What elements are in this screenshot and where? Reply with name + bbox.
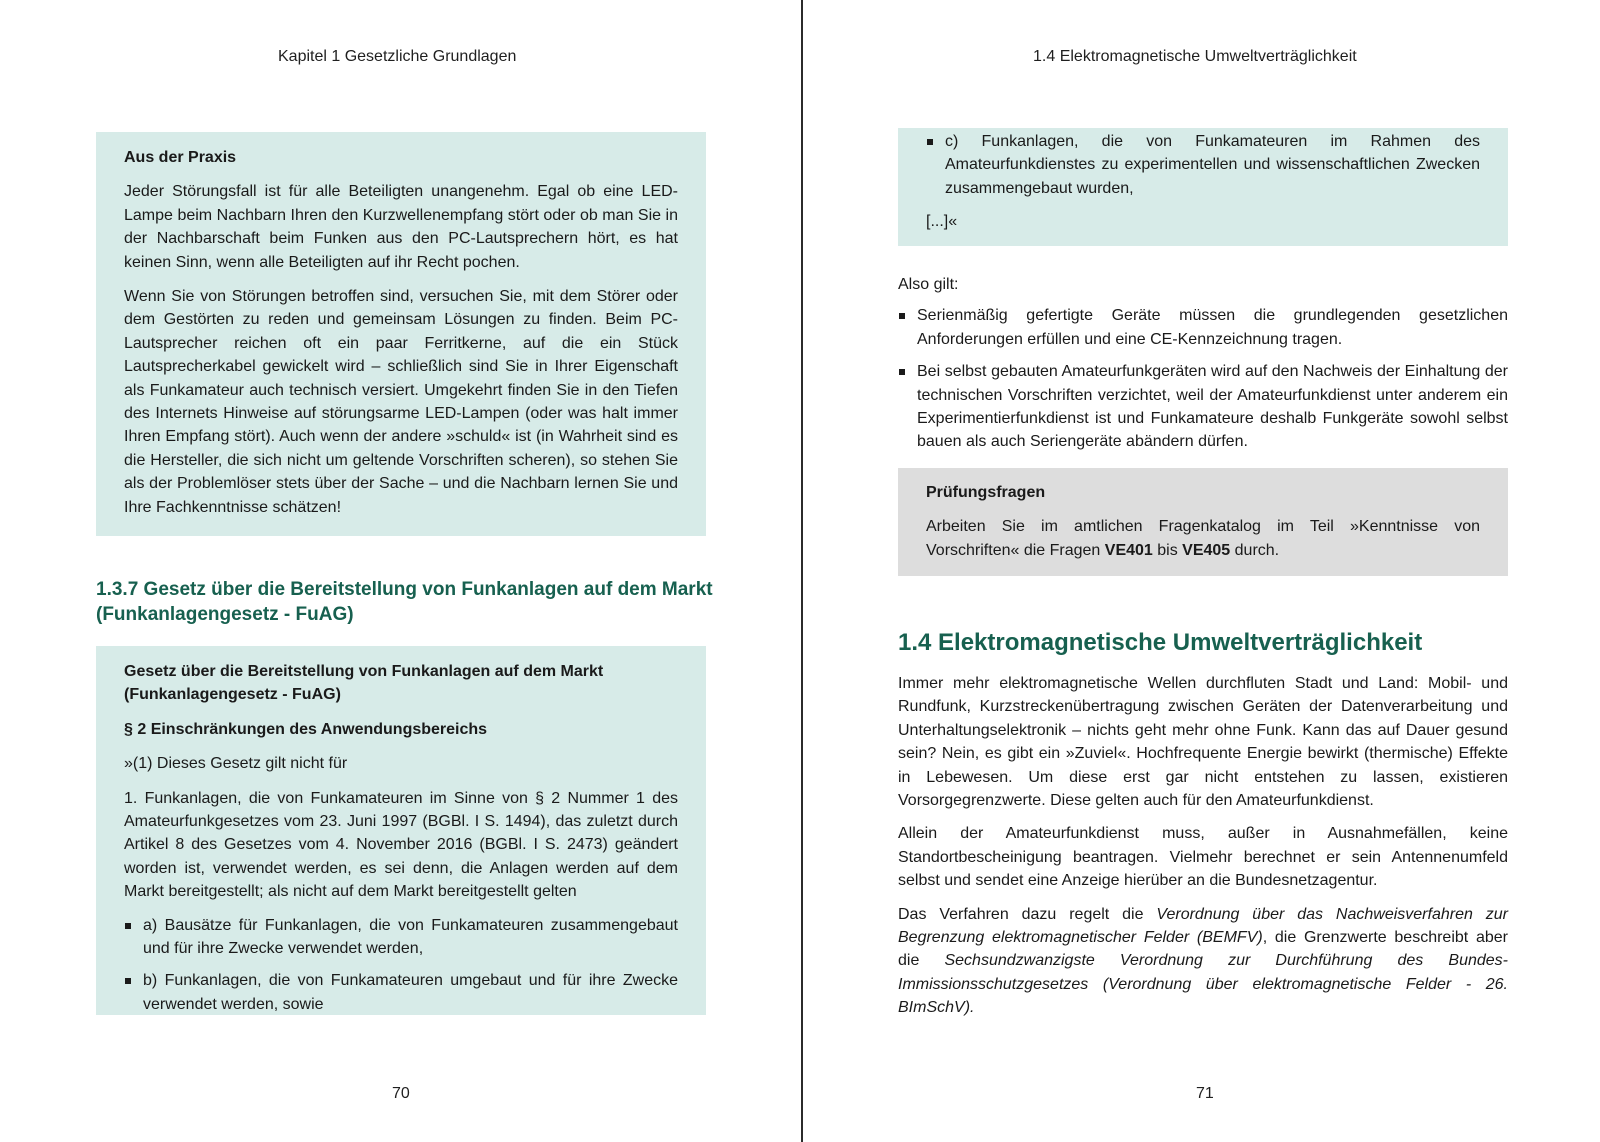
- law-box: [96, 646, 706, 1015]
- list-item: Serienmäßig gefertigte Geräte müssen die grundlegenden gesetzlichen Anforderungen erfüllen und eine CE-Kennzeichnung tragen.: [898, 304, 1508, 351]
- list-item: b) Funkanlagen, die von Funkamateuren umgebaut und für ihre Zwecke verwendet werden, sowie: [124, 969, 678, 1016]
- section-body: [898, 672, 1508, 1020]
- section-heading-1-4: 1.4 Elektromagnetische Umweltverträglichkeit: [898, 629, 1423, 656]
- paragraph-text: Das Verfahren dazu regelt die: [898, 905, 1157, 923]
- law-bullet-list: [124, 914, 678, 1017]
- law-intro: »(1) Dieses Gesetz gilt nicht für: [124, 755, 348, 773]
- law-paragraph-title: § 2 Einschränkungen des Anwendungsbereichs: [124, 720, 488, 738]
- list-item: c) Funkanlagen, die von Funkamateuren im Rahmen des Amateurfunkdienstes zu experimentellen und wissenschaftlichen Zwecken zusammengebaut wurden,: [926, 130, 1480, 200]
- conclusion-block: [898, 273, 1508, 454]
- praxis-box: [96, 132, 706, 536]
- law-bullet-list-continued: [926, 130, 1480, 200]
- exam-questions-box: [898, 468, 1508, 576]
- conclusion-list: [898, 304, 1508, 453]
- list-item: a) Bausätze für Funkanlagen, die von Funkamateuren zusammengebaut und für ihre Zwecke verwendet werden,: [124, 914, 678, 961]
- body-paragraph-3: [898, 903, 1508, 1020]
- question-code-from: VE401: [1104, 541, 1153, 559]
- law-box-continued: [898, 128, 1508, 246]
- exam-text-middle: bis: [1152, 541, 1183, 559]
- exam-box-text: [926, 515, 1480, 562]
- law-item-1: 1. Funkanlagen, die von Funkamateuren im Sinne von § 2 Nummer 1 des Amateurfunkgesetzes vom 23. Juni 1997 (BGBl. I S. 1494), das zuletzt durch Artikel 8 des Gesetzes vom 4. November 2016 (BGBl. I S. 2473) geändert worden ist, verwendet werden, es sei denn, die Anlagen werden auf dem Markt bereitgestellt; als nicht auf dem Markt bereitgestellt gelten: [124, 789, 678, 901]
- law-ellipsis: [...]«: [926, 213, 958, 231]
- paragraph-text: , die Grenzwerte beschreibt aber die: [898, 929, 1508, 970]
- exam-text-before: Arbeiten Sie im amtlichen Fragenkatalog im Teil »Kenntnisse von Vorschriften« die Fragen: [926, 518, 1480, 559]
- running-head: 1.4 Elektromagnetische Umweltverträglichkeit: [1033, 48, 1357, 65]
- regulation-title-bemfv: Verordnung über das Nachweisverfahren zur Begrenzung elektromagnetischer Felder (BEMFV): [898, 905, 1508, 947]
- also-gilt-label: Also gilt:: [898, 276, 959, 293]
- praxis-box-title: Aus der Praxis: [124, 149, 237, 166]
- book-spine-divider: [801, 0, 803, 1142]
- running-head: Kapitel 1 Gesetzliche Grundlagen: [278, 48, 517, 65]
- page-number: 70: [392, 1085, 410, 1102]
- body-paragraph-1: Immer mehr elektromagnetische Wellen durchfluten Stadt und Land: Mobil- und Rundfunk, Kurzstreckenübertragung zwischen Geräten der Datenverarbeitung und Unterhaltungselektronik – nichts geht mehr ohne Funk. Kann das auf Dauer gesund sein? Nein, es gibt ein »Zuviel«. Hochfrequente Energie bewirkt (thermische) Effekte in Lebewesen. Um diese erst gar nicht entstehen zu lassen, existieren Vorsorgegrenzwerte. Diese gelten auch für den Amateurfunkdienst.: [898, 675, 1508, 810]
- regulation-title-bimschv: Sechsundzwanzigste Verordnung zur Durchführung des Bundes-Immissionsschutzgesetzes (Verordnung über elektromagnetische Felder - 26. BImSchV).: [898, 952, 1509, 1017]
- praxis-paragraph-2: Wenn Sie von Störungen betroffen sind, versuchen Sie, mit dem Störer oder dem Gestörten zu reden und gemeinsam Lösungen zu finden. Beim PC-Lautsprecher reichen oft ein paar Ferritkerne, auf die ein Stück Lautsprecherkabel gewickelt wird – schließlich sind Sie in Ihrer Eigenschaft als Funkamateur auch technisch versiert. Umgekehrt finden Sie in den Tiefen des Internets Hinweise auf störungsarme LED-Lampen (oder was halt immer Ihren Empfang stört). Auch wenn der andere »schuld« ist (in Wahrheit sind es die Hersteller, die sich nicht um geltende Vorschriften scheren), so stehen Sie als der Problemlöser stets über der Sache – und die Nachbarn lernen Sie und Ihre Fachkenntnisse schätzen!: [124, 288, 678, 516]
- page-number: 71: [1196, 1085, 1214, 1102]
- section-heading-1-3-7: 1.3.7 Gesetz über die Bereitstellung von Funkanlagen auf dem Markt (Funkanlagengesetz - FuAG): [96, 579, 713, 625]
- exam-box-title: Prüfungsfragen: [926, 484, 1046, 501]
- exam-text-after: durch.: [1230, 541, 1280, 559]
- list-item: Bei selbst gebauten Amateurfunkgeräten wird auf den Nachweis der Einhaltung der technischen Vorschriften verzichtet, weil der Amateurfunkdienst unter anderem ein Experimentierfunkdienst ist und Funkamateure deshalb Funkgeräte sowohl selbst bauen als auch Seriengeräte abändern dürfen.: [898, 360, 1508, 454]
- law-box-title: Gesetz über die Bereitstellung von Funkanlagen auf dem Markt (Funkanlagengesetz - FuAG): [124, 663, 604, 704]
- praxis-paragraph-1: Jeder Störungsfall ist für alle Beteiligten unangenehm. Egal ob eine LED-Lampe beim Nachbarn Ihren den Kurzwellenempfang stört oder ob man Sie in der Nachbarschaft beim Funken aus den PC-Lautsprechern hört, es hat keinen Sinn, wenn alle Beteiligten auf ihr Recht pochen.: [124, 183, 678, 271]
- question-code-to: VE405: [1182, 541, 1231, 559]
- body-paragraph-2: Allein der Amateurfunkdienst muss, außer in Ausnahmefällen, keine Standortbescheinigung beantragen. Vielmehr berechnet er sein Antennenumfeld selbst und sendet eine Anzeige hierüber an die Bundesnetzagentur.: [898, 825, 1508, 890]
- right-page: [804, 0, 1600, 1142]
